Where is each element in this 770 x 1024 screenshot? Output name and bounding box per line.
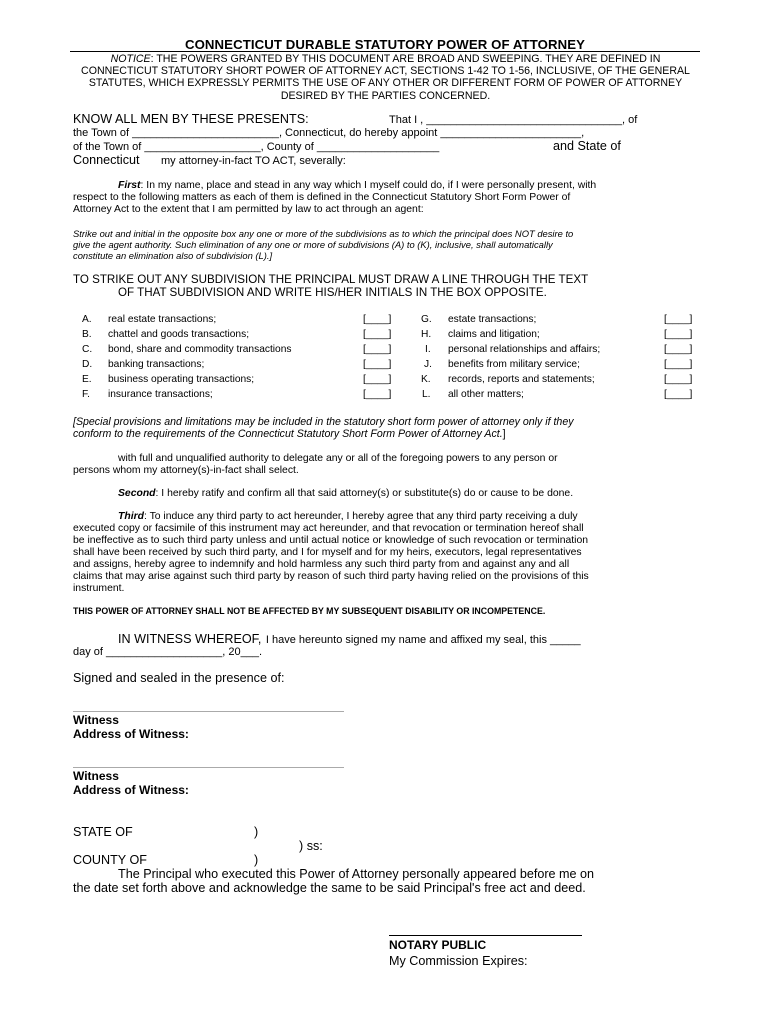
item-code: C. — [82, 344, 93, 355]
item-code: E. — [82, 374, 92, 385]
title-underline — [70, 51, 700, 52]
witness-2-label: Witness — [73, 769, 119, 783]
ss-label: ) ss: — [299, 839, 323, 853]
document-title: CONNECTICUT DURABLE STATUTORY POWER OF ATTORNEY — [184, 37, 586, 52]
first-line-1: First: In my name, place and stead in any way which I myself could do, if I were personally present, with — [118, 180, 597, 191]
delegate-line-1: with full and unqualified authority to delegate any or all of the foregoing powers to any person or — [118, 453, 558, 464]
know-line-2: the Town of ________________________, Connecticut, do hereby appoint _______________________, — [73, 127, 585, 139]
notice-text: : THE POWERS GRANTED BY THIS DOCUMENT ARE BROAD AND SWEEPING. THEY ARE DEFINED IN CONNECTICUT STATUTORY SHORT POWER OF ATTORNEY ACT, SECTIONS 1-42 TO 1-56, INCLUSIVE, OF THE GENERAL STATUTES, WHICH EXPRESSLY PERMITS THE USE OF ANY OTHER OR DIFFERENT FORM OF POWER OF ATTORNEY DESIRED BY THE PARTIES CONCERNED. — [81, 53, 690, 102]
item-text: real estate transactions; — [108, 314, 217, 325]
witness-whereof-line-1: IN WITNESS WHEREOF, I have hereunto signed my name and affixed my seal, this _____ — [118, 632, 581, 646]
item-code: G. — [421, 314, 432, 325]
acknowledgment-line-1: The Principal who executed this Power of Attorney personally appeared before me on — [118, 867, 595, 881]
item-text: business operating transactions; — [108, 374, 255, 385]
initial-box[interactable]: [____] — [363, 374, 392, 385]
item-code: J. — [424, 359, 432, 370]
initial-box[interactable]: [____] — [664, 359, 693, 370]
first-label: First — [118, 180, 141, 191]
item-code: F. — [82, 389, 90, 400]
item-text: claims and litigation; — [448, 329, 540, 340]
know-line-3b: and State of — [553, 139, 621, 153]
witness-1-address-label: Address of Witness: — [73, 727, 189, 741]
item-text: benefits from military service; — [448, 359, 580, 370]
second-paragraph: Second: I hereby ratify and confirm all that said attorney(s) or substitute(s) do or cause to be done. — [118, 488, 574, 499]
item-text: chattel and goods transactions; — [108, 329, 250, 340]
third-label: Third — [118, 511, 144, 522]
witness-1-signature-line[interactable] — [73, 711, 344, 712]
initial-box[interactable]: [____] — [363, 344, 392, 355]
third-line-3: be ineffective as to such third party unless and until actual notice or knowledge of such revocation or termination — [73, 535, 589, 546]
notice-label: NOTICE — [110, 53, 151, 65]
special-line-1: [Special provisions and limitations may be included in the statutory short form power of attorney only if they — [73, 416, 574, 428]
third-line-4: shall have been received by such third party, and I for myself and for my heirs, executors, legal representatives — [73, 547, 582, 558]
item-text: records, reports and statements; — [448, 374, 595, 385]
initial-box[interactable]: [____] — [664, 374, 693, 385]
know-line-1a: KNOW ALL MEN BY THESE PRESENTS: — [73, 112, 309, 126]
strike-note-1: Strike out and initial in the opposite box any one or more of the subdivisions as to which the principal does NOT desire to — [73, 228, 574, 239]
third-line-5: and assigns, hereby agree to indemnify and hold harmless any such third party from and against any and all — [73, 559, 570, 570]
item-text: insurance transactions; — [108, 389, 213, 400]
first-line-3: Attorney Act to the extent that I am permitted by law to act through an agent: — [73, 204, 424, 215]
state-paren: ) — [254, 825, 259, 839]
second-label: Second — [118, 488, 156, 499]
notice-paragraph — [73, 53, 698, 102]
item-text: bond, share and commodity transactions — [108, 344, 292, 355]
strike-caps-2: OF THAT SUBDIVISION AND WRITE HIS/HER INITIALS IN THE BOX OPPOSITE. — [118, 286, 547, 299]
item-code: A. — [82, 314, 92, 325]
state-of-label: STATE OF — [73, 825, 133, 839]
initial-box[interactable]: [____] — [664, 389, 693, 400]
notary-public-label: NOTARY PUBLIC — [389, 938, 487, 952]
witness-2-signature-line[interactable] — [73, 767, 344, 768]
delegate-line-2: persons whom my attorney(s)-in-fact shall select. — [73, 465, 299, 476]
initial-box[interactable]: [____] — [363, 359, 392, 370]
third-line-2: executed copy or facsimile of this instrument may act hereunder, and that revocation or termination hereof shall — [73, 523, 584, 534]
item-code: I. — [425, 344, 431, 355]
know-line-1b: That I , ________________________________, of — [389, 114, 638, 126]
strike-note-3: constitute an elimination also of subdivision (L).] — [73, 250, 273, 261]
special-line-2: conform to the requirements of the Connecticut Statutory Short Form Power of Attorney Act.] — [73, 428, 506, 440]
county-of-label: COUNTY OF — [73, 853, 147, 867]
commission-expires-label: My Commission Expires: — [389, 954, 528, 968]
item-code: L. — [422, 389, 431, 400]
initial-box[interactable]: [____] — [664, 329, 693, 340]
item-code: H. — [421, 329, 432, 340]
first-line-2: respect to the following matters as each of them is defined in the Connecticut Statutory Short Form Power of — [73, 192, 571, 203]
notary-signature-line[interactable] — [389, 935, 582, 936]
third-line-6: claims that may arise against such third party by reason of such third party having relied on the provisions of this — [73, 571, 589, 582]
know-line-3a: of the Town of ___________________, County of ____________________ — [73, 141, 440, 153]
item-code: K. — [421, 374, 431, 385]
third-line-1: Third: To induce any third party to act hereunder, I hereby agree that any third party receiving a duly — [118, 511, 578, 522]
witness-1-label: Witness — [73, 713, 119, 727]
item-text: all other matters; — [448, 389, 524, 400]
item-code: B. — [82, 329, 92, 340]
know-line-4b: my attorney-in-fact TO ACT, severally: — [161, 155, 346, 167]
item-text: personal relationships and affairs; — [448, 344, 601, 355]
initial-box[interactable]: [____] — [664, 344, 693, 355]
item-code: D. — [82, 359, 93, 370]
disability-clause: THIS POWER OF ATTORNEY SHALL NOT BE AFFECTED BY MY SUBSEQUENT DISABILITY OR INCOMPETENCE. — [73, 606, 546, 616]
county-paren: ) — [254, 853, 259, 867]
item-text: estate transactions; — [448, 314, 537, 325]
initial-box[interactable]: [____] — [363, 389, 392, 400]
initial-box[interactable]: [____] — [363, 329, 392, 340]
strike-caps-1: TO STRIKE OUT ANY SUBDIVISION THE PRINCIPAL MUST DRAW A LINE THROUGH THE TEXT — [73, 273, 589, 286]
third-line-7: instrument. — [73, 583, 125, 594]
know-line-4a: Connecticut — [73, 153, 140, 167]
witness-whereof-line-2: day of ___________________, 20___. — [73, 646, 263, 658]
initial-box[interactable]: [____] — [664, 314, 693, 325]
signed-sealed: Signed and sealed in the presence of: — [73, 671, 285, 685]
item-text: banking transactions; — [108, 359, 205, 370]
acknowledgment-line-2: the date set forth above and acknowledge the same to be said Principal's free act and deed. — [73, 881, 586, 895]
witness-2-address-label: Address of Witness: — [73, 783, 189, 797]
initial-box[interactable]: [____] — [363, 314, 392, 325]
strike-note-2: give the agent authority. Such elimination of any one or more of subdivisions (A) to (K), inclusive, shall automatically — [73, 239, 553, 250]
